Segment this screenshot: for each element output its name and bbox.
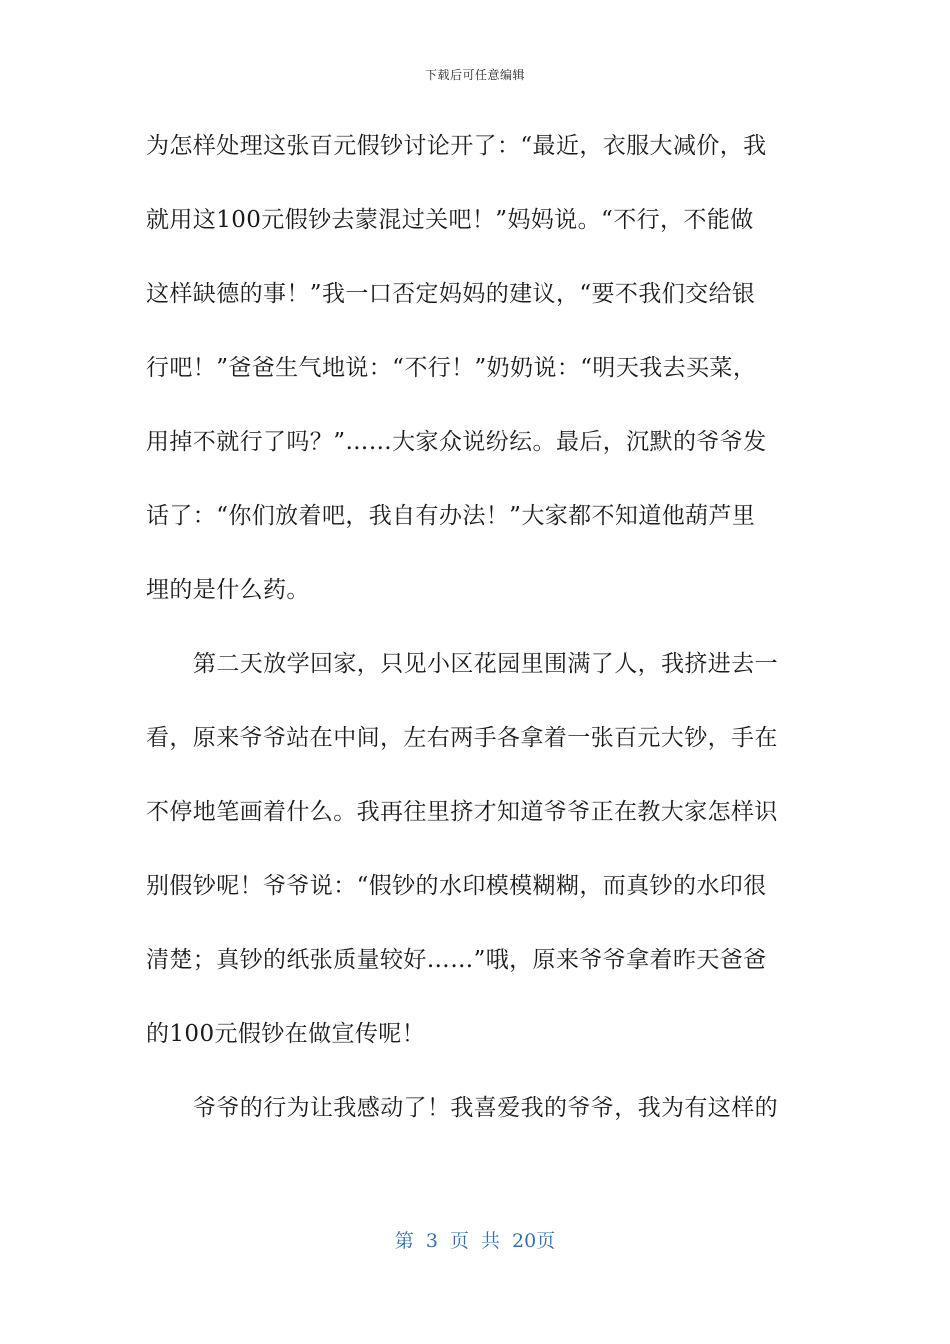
text-line: 看，原来爷爷站在中间，左右两手各拿着一张百元大钞，手在 bbox=[146, 725, 778, 751]
page-header: 下载后可任意编辑 bbox=[424, 68, 525, 82]
text-line: 清楚；真钞的纸张质量较好……”哦，原来爷爷拿着昨天爸爸 bbox=[146, 947, 767, 973]
text-line: 别假钞呢！爷爷说：“假钞的水印模模糊糊，而真钞的水印很 bbox=[146, 873, 767, 899]
text-line: 埋的是什么药。 bbox=[146, 577, 310, 603]
text-line: 话了：“你们放着吧，我自有办法！”大家都不知道他葫芦里 bbox=[146, 503, 756, 529]
text-line: 这样缺德的事！”我一口否定妈妈的建议，“要不我们交给银 bbox=[146, 281, 756, 307]
text-line: 行吧！”爸爸生气地说：“不行！”奶奶说：“明天我去买菜， bbox=[146, 355, 757, 381]
text-line: 的100元假钞在做宣传呢！ bbox=[146, 1021, 426, 1047]
paragraph-2 bbox=[146, 646, 806, 1090]
text-line: 第二天放学回家，只见小区花园里围满了人，我挤进去一 bbox=[193, 651, 778, 677]
document-body bbox=[146, 128, 806, 1164]
page-footer: 第 3 页 共 20页 bbox=[394, 1230, 556, 1252]
text-line: 爷爷的行为让我感动了！我喜爱我的爷爷，我为有这样的 bbox=[193, 1095, 778, 1121]
text-line: 就用这100元假钞去蒙混过关吧！”妈妈说。“不行，不能做 bbox=[146, 207, 754, 233]
paragraph-1 bbox=[146, 128, 806, 646]
text-line: 用掉不就行了吗？”……大家众说纷纭。最后，沉默的爷爷发 bbox=[146, 429, 767, 455]
text-line: 不停地笔画着什么。我再往里挤才知道爷爷正在教大家怎样识 bbox=[146, 799, 778, 825]
paragraph-3 bbox=[146, 1090, 806, 1164]
text-line: 为怎样处理这张百元假钞讨论开了：“最近，衣服大减价，我 bbox=[146, 133, 767, 159]
